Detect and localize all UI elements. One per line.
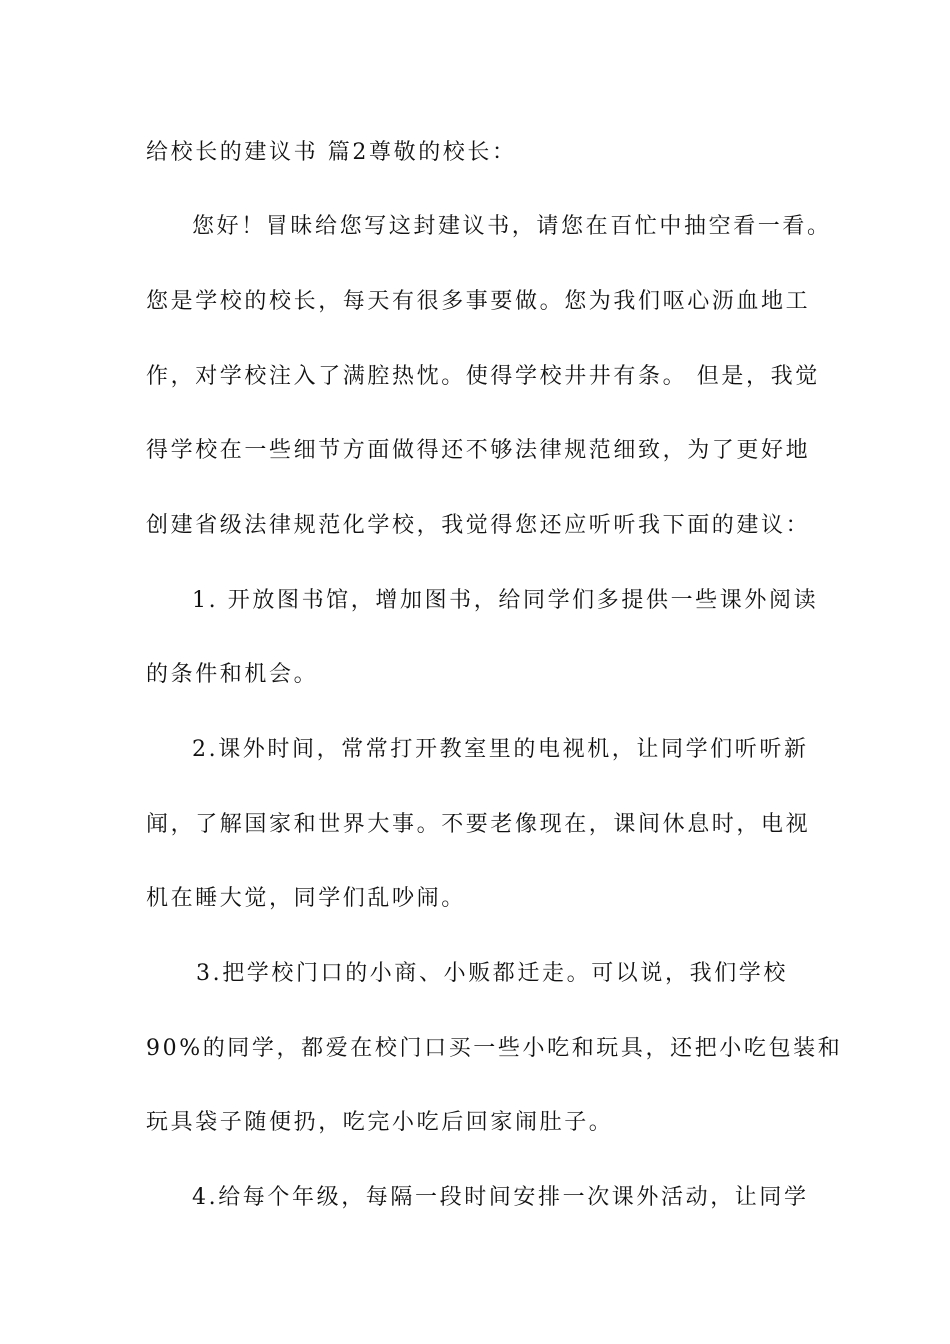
paragraph-line: 作，对学校注入了满腔热忱。使得学校井井有条。 但是，我觉 bbox=[146, 364, 820, 389]
paragraph-line: 创建省级法律规范化学校，我觉得您还应听听我下面的建议： bbox=[146, 513, 811, 538]
paragraph-line: 您是学校的校长，每天有很多事要做。您为我们呕心沥血地工 bbox=[146, 289, 811, 314]
list-item-line: 的条件和机会。 bbox=[146, 662, 319, 687]
list-item-line: 1. 开放图书馆，增加图书，给同学们多提供一些课外阅读 bbox=[192, 588, 819, 613]
paragraph-line: 得学校在一些细节方面做得还不够法律规范细致，为了更好地 bbox=[146, 438, 811, 463]
list-item-line: 玩具袋子随便扔，吃完小吃后回家闹肚子。 bbox=[146, 1110, 614, 1135]
list-item-line: 90%的同学，都爱在校门口买一些小吃和玩具，还把小吃包装和 bbox=[146, 1036, 843, 1061]
list-item-line: 机在睡大觉，同学们乱吵闹。 bbox=[146, 886, 466, 911]
list-item-line: 闻，了解国家和世界大事。不要老像现在，课间休息时，电视 bbox=[146, 812, 811, 837]
paragraph-line: 您好！冒昧给您写这封建议书，请您在百忙中抽空看一看。 bbox=[192, 214, 832, 239]
list-item-line: 2.课外时间，常常打开教室里的电视机，让同学们听听新 bbox=[192, 737, 809, 762]
list-item-line: 4.给每个年级，每隔一段时间安排一次课外活动，让同学 bbox=[192, 1185, 809, 1210]
list-item-line: 3.把学校门口的小商、小贩都迁走。可以说，我们学校 bbox=[196, 961, 788, 986]
document-heading: 给校长的建议书 篇2尊敬的校长： bbox=[146, 140, 517, 165]
